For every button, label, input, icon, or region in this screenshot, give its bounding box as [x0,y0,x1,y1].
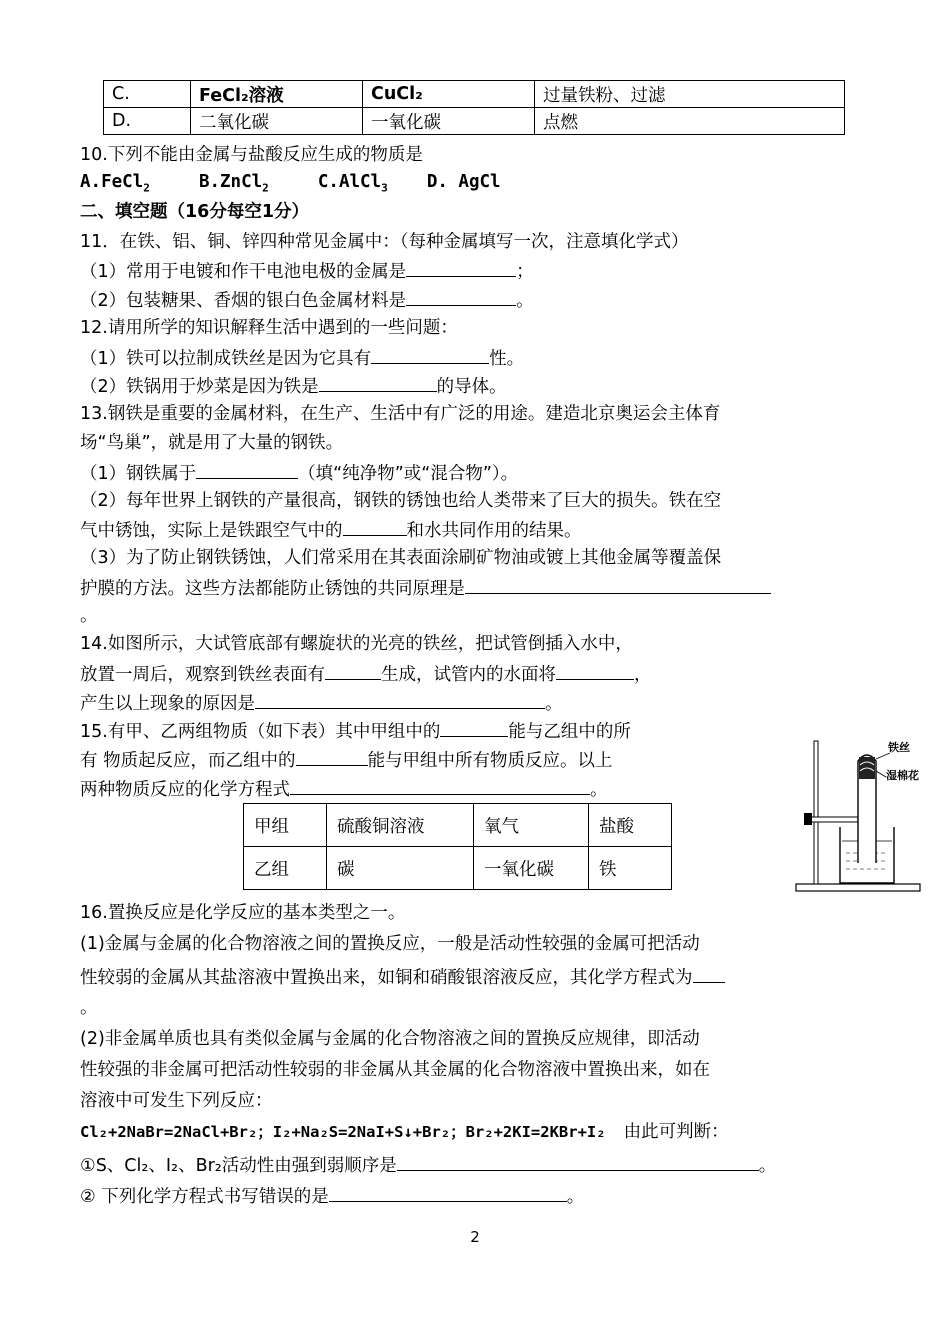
page-number: 2 [470,1228,480,1246]
answer-blank[interactable] [196,458,298,479]
q12-stem: 12.请用所学的知识解释生活中遇到的一些问题： [80,318,458,338]
table-row [104,108,845,135]
q14-line-1: 14.如图所示，大试管底部有螺旋状的光亮的铁丝，把试管倒插入水中， [80,634,633,654]
answer-blank[interactable] [693,962,725,983]
q16-stem: 16.置换反应是化学反应的基本类型之一。 [80,903,406,923]
q15-line-2: 有 物质起反应，而乙组中的 能与甲组中所有物质反应。以上 [80,745,613,775]
table-cell: 过量铁粉、过滤 [535,81,845,108]
q15-line-1: 15.有甲、乙两组物质（如下表）其中甲组中的 能与乙组中的所 [80,716,631,746]
table-cell: 甲组 [244,804,327,847]
table-cell: 一氧化碳 [363,108,535,135]
cotton-label: 湿棉花 [886,769,919,782]
q16-equations: Cl₂+2NaBr=2NaCl+Br₂；I₂+Na₂S=2NaI+S↓+Br₂；Br₂+2KI=2KBr+I₂ 由此可判断： [80,1122,729,1142]
q12-part1: （1）铁可以拉制成铁丝是因为它具有 性。 [80,343,524,373]
q13-stem-1: 13.钢铁是重要的金属材料，在生产、生活中有广泛的用途。建造北京奥运会主体育 [80,404,721,424]
option-a: A.FeCl$_2$ [80,172,150,195]
q12-part2: （2）铁锅用于炒菜是因为铁是 的导体。 [80,371,507,401]
q14-line-3: 产生以上现象的原因是 。 [80,688,563,718]
answer-blank[interactable] [406,285,516,306]
table-cell: C. [104,81,191,108]
table-cell: 盐酸 [589,804,672,847]
section-title: 二、填空题（16分每空1分） [80,202,310,222]
table-cell: 硫酸铜溶液 [327,804,474,847]
q16-part2-b: 性较强的非金属可把活动性较弱的非金属从其金属的化合物溶液中置换出来，如在 [80,1060,710,1080]
answer-blank[interactable] [329,1181,567,1202]
q13-part2-a: （2）每年世界上钢铁的产量很高，钢铁的锈蚀也给人类带来了巨大的损失。铁在空 [80,491,722,511]
answer-blank[interactable] [296,745,368,766]
iron-wire-test-tube-figure [790,735,930,895]
table-cell: 氧气 [474,804,589,847]
q14-line-2: 放置一周后，观察到铁丝表面有 生成，试管内的水面将 ， [80,659,652,689]
table-cell: 二氧化碳 [191,108,363,135]
table-cell: D. [104,108,191,135]
q13-stem-2: 场“鸟巢”，就是用了大量的钢铁。 [80,433,344,453]
q16-part2-a: (2)非金属单质也具有类似金属与金属的化合物溶液之间的置换反应规律，即活动 [80,1029,700,1049]
answer-blank[interactable] [255,688,545,709]
q16-part1-b: 性较弱的金属从其盐溶液中置换出来，如铜和硝酸银溶液反应，其化学方程式为 [80,962,725,992]
q16-part2-c: 溶液中可发生下列反应： [80,1091,273,1111]
table-cell: 碳 [327,847,474,890]
answer-blank[interactable] [406,256,516,277]
table-cell: 乙组 [244,847,327,890]
answer-blank[interactable] [290,774,590,795]
table-cell: 铁 [589,847,672,890]
answer-blank[interactable] [371,343,489,364]
q16-part1-end: 。 [80,998,98,1018]
q11-stem: 11．在铁、铝、铜、锌四种常见金属中：（每种金属填写一次，注意填化学式） [80,232,689,252]
option-d: D. AgCl [426,172,501,192]
table-cell: 点燃 [535,108,845,135]
q16-sub1: ①S、Cl₂、I₂、Br₂活动性由强到弱顺序是 。 [80,1150,776,1180]
table-row [244,804,672,847]
answer-blank[interactable] [556,659,634,680]
q11-part1: （1）常用于电镀和作干电池电极的金属是 ； [80,256,534,286]
option-c: C.AlCl$_3$ [317,172,388,195]
q15-line-3: 两种物质反应的化学方程式 。 [80,774,608,804]
answer-blank[interactable] [325,659,381,680]
q10-stem: 10.下列不能由金属与盐酸反应生成的物质是 [80,145,423,165]
answer-blank[interactable] [440,716,508,737]
q13-end: 。 [80,606,98,626]
wire-label: 铁丝 [888,741,910,754]
answer-blank[interactable] [397,1150,759,1171]
table-row [244,847,672,890]
q13-part3-a: （3）为了防止钢铁锈蚀，人们常采用在其表面涂刷矿物油或镀上其他金属等覆盖保 [80,548,722,568]
table-cell: FeCl₂溶液 [191,81,363,108]
answer-blank[interactable] [343,515,407,536]
q16-part1-a: (1)金属与金属的化合物溶液之间的置换反应，一般是活动性较强的金属可把活动 [80,934,700,954]
q13-part1: （1）钢铁属于 （填“纯净物”或“混合物”）。 [80,458,518,488]
q11-part2: （2）包装糖果、香烟的银白色金属材料是 。 [80,285,534,315]
q13-part2-b: 气中锈蚀，实际上是铁跟空气中的 和水共同作用的结果。 [80,515,582,545]
reaction-groups-table [243,803,672,890]
table-cell: CuCl₂ [363,81,535,108]
impurity-table [103,80,845,135]
option-b: B.ZnCl$_2$ [198,172,269,195]
table-cell: 一氧化碳 [474,847,589,890]
answer-blank[interactable] [465,573,771,594]
answer-blank[interactable] [319,371,437,392]
q13-part3-b: 护膜的方法。这些方法都能防止锈蚀的共同原理是 [80,573,771,603]
table-row [104,81,845,108]
q16-sub2: ② 下列化学方程式书写错误的是 。 [80,1181,584,1211]
